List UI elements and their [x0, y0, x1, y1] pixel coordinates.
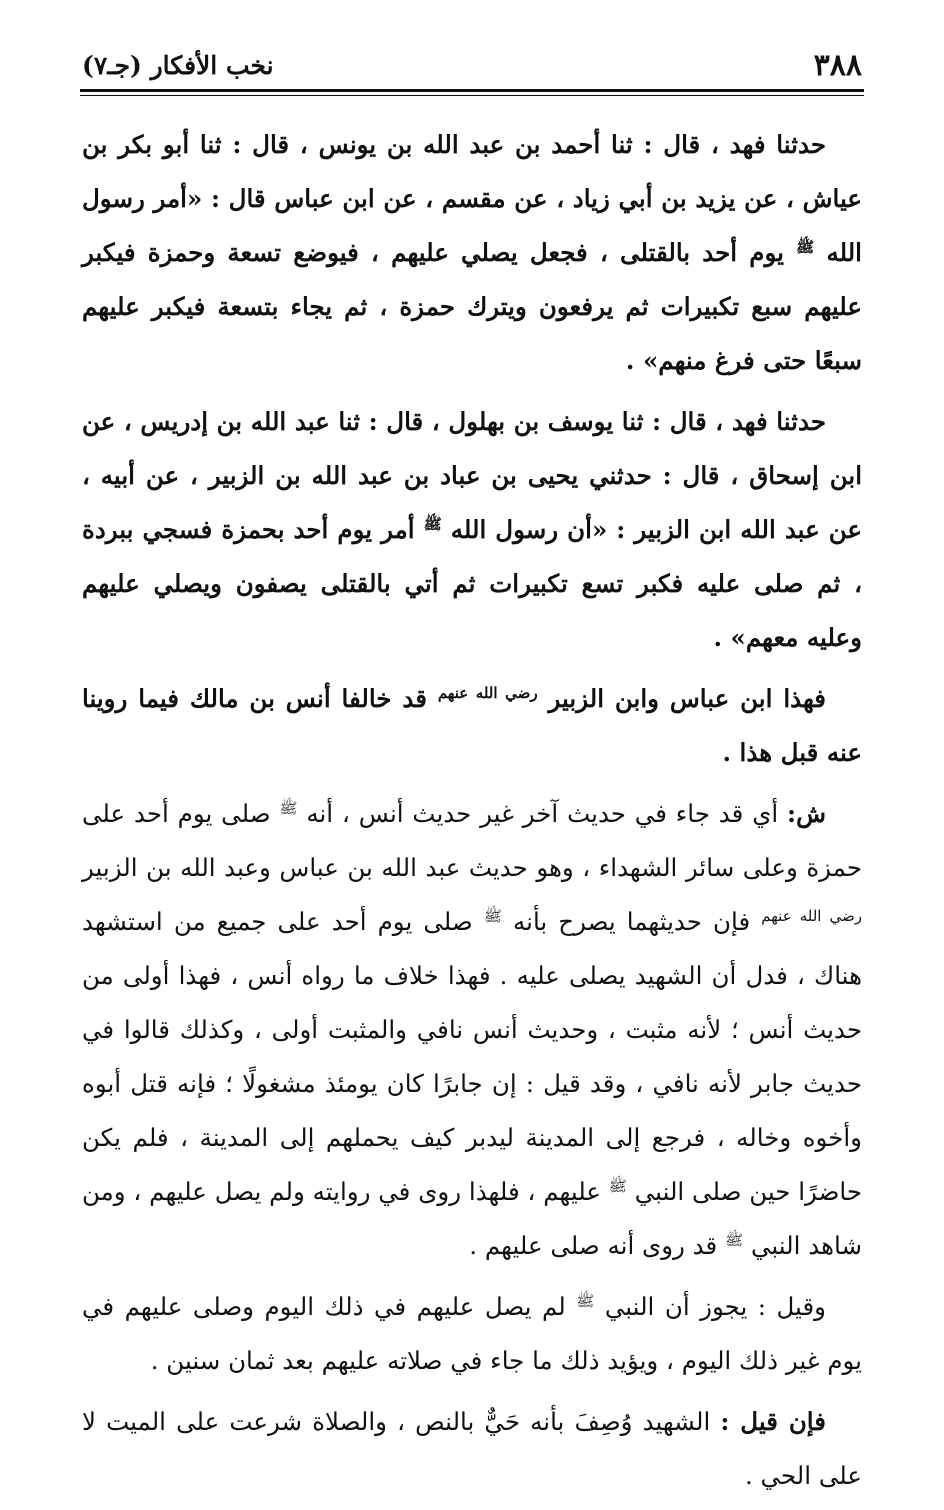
- header-rule-thin: [80, 95, 864, 96]
- paragraph-text: فإن حديثهما يصرح بأنه: [501, 907, 762, 936]
- paragraph-text: فهذا ابن عباس وابن الزبير: [537, 684, 826, 713]
- paragraph-text: قد خالفا أنس بن مالك فيما روينا عنه قبل هذا .: [82, 684, 862, 767]
- paragraph: [82, 395, 862, 665]
- paragraph-text: عليهم ، فلهذا روى في روايته ولم يصل عليهم ، ومن شاهد النبي: [82, 1177, 862, 1260]
- paragraph-text: لم يصل عليهم في ذلك اليوم وصلى عليهم في يوم غير ذلك اليوم ، ويؤيد ذلك ما جاء في صلاته عليهم بعد ثمان سنين .: [82, 1292, 862, 1375]
- honorific-mark: ﷺ: [725, 1230, 744, 1249]
- honorific-mark: ﷺ: [279, 798, 298, 817]
- page-number: ٣٨٨: [813, 47, 862, 83]
- paragraph-text: صلى يوم أحد على حمزة وعلى سائر الشهداء ، وهو حديث عبد الله بن عباس وعبد الله بن الزبير: [82, 799, 862, 882]
- paragraph-text: حدثنا فهد ، قال : ثنا أحمد بن عبد الله بن يونس ، قال : ثنا أبو بكر بن عياش ، عن يزيد بن أبي زياد ، عن مقسم ، عن ابن عباس قال : «أمر رسول الله: [82, 130, 862, 267]
- honorific-mark: ﷺ: [608, 1176, 627, 1195]
- paragraph: [82, 787, 862, 1273]
- paragraph-text: الشهيد وُصِفَ بأنه حَيٌّ بالنص ، والصلاة شرعت على الميت لا على الحي .: [82, 1407, 862, 1490]
- paragraph-text: قد روى أنه صلى عليهم .: [469, 1231, 726, 1260]
- honorific-mark: رضي الله عنهم: [437, 683, 538, 702]
- paragraph-text: حدثنا فهد ، قال : ثنا يوسف بن بهلول ، قال : ثنا عبد الله بن إدريس ، عن ابن إسحاق ، قال : حدثني يحيى بن عباد بن عبد الله بن الزبير ، عن أبيه ، عن عبد الله ابن الزبير : «أن رسول الله: [82, 407, 862, 544]
- honorific-mark: ﷺ: [423, 514, 442, 533]
- paragraph-lead: فإن قيل :: [720, 1407, 826, 1436]
- header-rule: [80, 89, 864, 92]
- paragraph: [82, 118, 862, 388]
- honorific-mark: ﷺ: [796, 237, 815, 256]
- paragraph: [82, 1280, 862, 1388]
- paragraph: [82, 672, 862, 780]
- paragraph-text: يوم أحد بالقتلى ، فجعل يصلي عليهم ، فيوضع تسعة وحمزة فيكبر عليهم سبع تكبيرات ثم يرفعون ويترك حمزة ، ثم يجاء بتسعة فيكبر عليهم سبعًا حتى فرغ منهم» .: [82, 238, 862, 375]
- paragraph-text: أمر يوم أحد بحمزة فسجي ببردة ، ثم صلى عليه فكبر تسع تكبيرات ثم أتي بالقتلى يصفون ويصلي عليهم وعليه معهم» .: [82, 515, 862, 652]
- paragraph-lead: ش:: [787, 799, 826, 828]
- running-title: نخب الأفكار (جـ٧): [82, 50, 274, 80]
- paragraph: [82, 1395, 862, 1503]
- honorific-mark: ﷺ: [576, 1291, 595, 1310]
- honorific-mark: ﷺ: [483, 906, 502, 925]
- page-header: [82, 44, 862, 86]
- body-text: [82, 118, 862, 1510]
- honorific-mark: رضي الله عنهم: [761, 906, 862, 925]
- paragraph-text: وقيل : يجوز أن النبي: [594, 1292, 826, 1321]
- paragraph-text: صلى يوم أحد على جميع من استشهد هناك ، فدل أن الشهيد يصلى عليه . فهذا خلاف ما رواه أنس ، فهذا أولى من حديث أنس ؛ لأنه مثبت ، وحديث أنس نافي والمثبت أولى ، وكذلك قالوا في حديث جابر لأنه نافي ، وقد قيل : إن جابرًا كان يومئذ مشغولًا ؛ فإنه قتل أبوه وأخوه وخاله ، فرجع إلى المدينة ليدبر كيف يحملهم إلى المدينة ، فلم يكن حاضرًا حين صلى النبي: [82, 907, 862, 1206]
- paragraph-text: أي قد جاء في حديث آخر غير حديث أنس ، أنه: [297, 799, 788, 828]
